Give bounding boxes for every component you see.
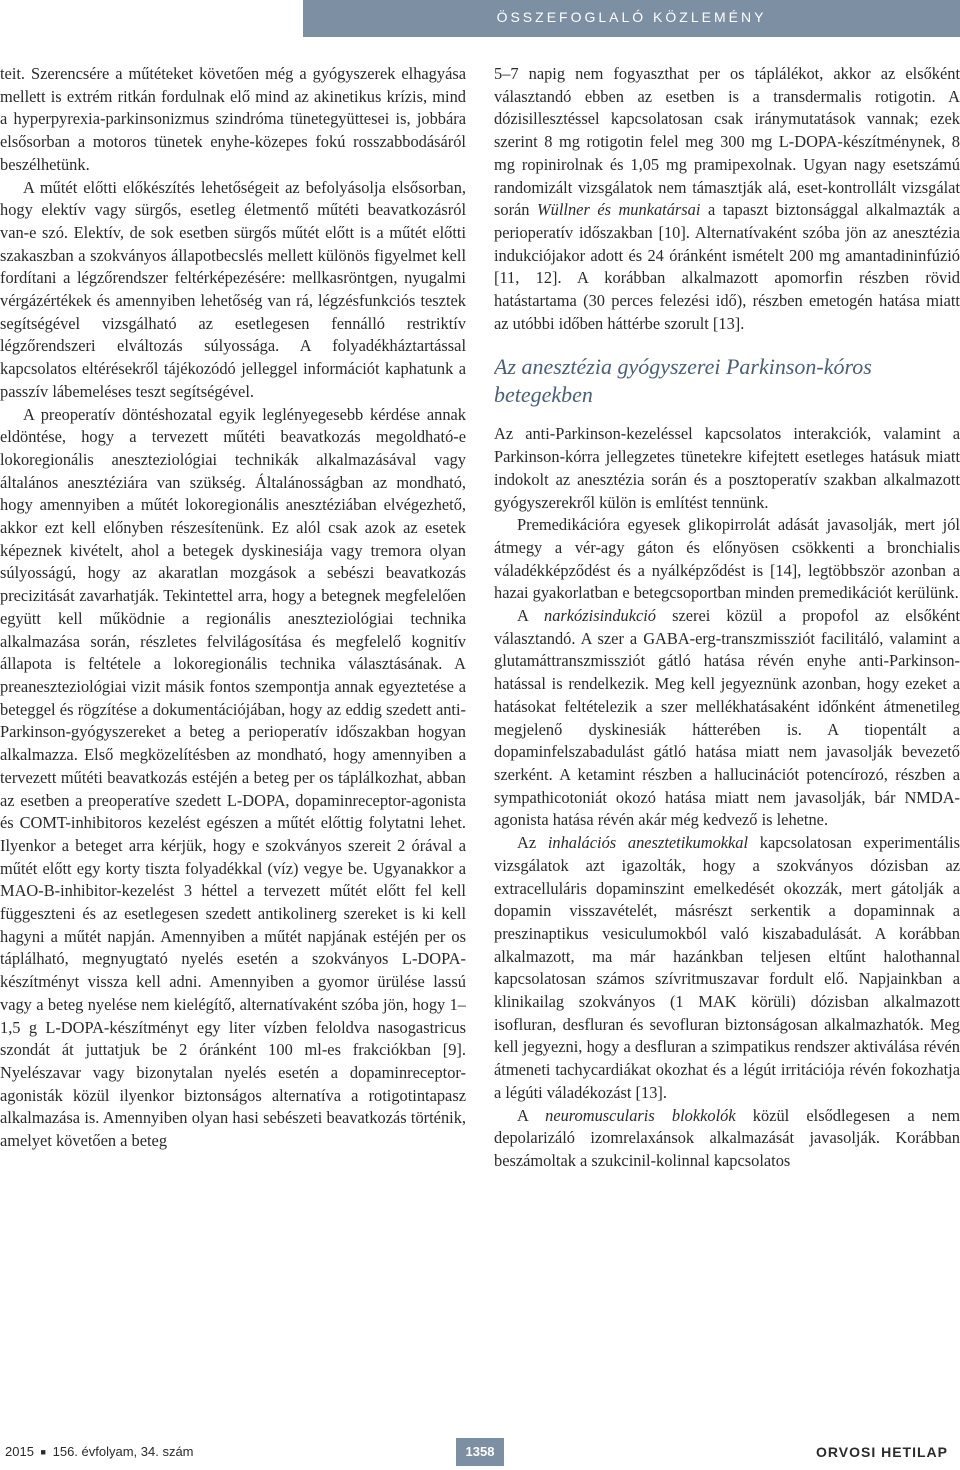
italic-term: narkózisindukció bbox=[544, 606, 657, 626]
text-run: kapcsolatosan experimentális vizsgálatok azt igazolták, hogy a szokványos dózisban az extracelluláris dopaminszint emelkedését okozzák, mert gátolják a dopamin visszavételét, másrészt serkentik a dopaminnak a preszinaptikus vesiculumokból való kiszabadulását. A korábban alkalmazott, ma már hazánkban teljesen eltűnt halothannal kapcsolatosan számos szívritmuszavar fordult elő. Napjainkban a klinikailag szokványos (1 MAK körüli) dózisban alkalmazott isofluran, desfluran és sevofluran biztonságosan alkalmazhatók. Meg kell jegyezni, hogy a desfluran a szimpatikus rendszer aktiválása révén átmeneti tachycardiákat okozhat és a légút irritációja révén fokozhatja a légúti váladékozást [13]. bbox=[494, 833, 960, 1102]
square-separator-icon: ■ bbox=[40, 1447, 46, 1457]
section-heading: Az anesztézia gyógyszerei Parkinson-kóros betegekben bbox=[494, 354, 872, 408]
section-label: ÖSSZEFOGLALÓ KÖZLEMÉNY bbox=[496, 9, 767, 25]
paragraph bbox=[494, 605, 960, 832]
paragraph: A műtét előtti előkészítés lehetőségeit az befolyásolja elsősorban, hogy elektív vagy sürgős, esetleg életmentő műtéti beavatkozásról van-e szó. Elektív, de sok esetben sürgős műtét előtt is a műtét előtti szakaszban a szokványos állapotbecslés mellett különös figyelmet kell fordítani a légzőrendszer feltérképezésére: mellkasröntgen, nyugalmi vérgázértékek és amennyiben lehetőség van rá, légzésfunkciós tesztek segítségével vizsgálható az esetlegesen fennálló restriktív légzőrendszeri elváltozás súlyossága. A folyadékháztartással kapcsolatos eltérésekről tájékozódó jelleggel információt kaphatunk a passzív lábemeléses teszt segítségével. bbox=[0, 177, 466, 401]
paragraph bbox=[494, 1105, 960, 1173]
text-run: 5–7 napig nem fogyaszthat per os táplálékot, akkor az elsőként választandó ebben az esetben is a transdermalis rotigotin. A dózisillesztéssel kapcsolatosan csak iránymutatások vannak; ezek szerint 8 mg rotigotin felel meg 300 mg L-DOPA-készítménynek, 8 mg ropinirolnak és 1,05 mg pramipexolnak. Ugyan nagy esetszámú randomizált vizsgálatok nem támasztják alá, eset-kontrollált vizsgálat során bbox=[494, 64, 960, 220]
italic-author-names: Wüllner és munkatársai bbox=[537, 200, 701, 220]
right-column bbox=[494, 63, 960, 1384]
footer-volume-issue: 156. évfolyam, 34. szám bbox=[52, 1444, 194, 1459]
text-run: közül elsődlegesen a nem depolarizáló izomrelaxánsok alkalmazását javasolják. Korábban beszámoltak a szukcinil-kolinnal kapcsolatos bbox=[494, 1105, 960, 1170]
text-run: A bbox=[517, 606, 545, 626]
italic-term: neuromuscularis blokkolók bbox=[545, 1105, 736, 1125]
paragraph bbox=[494, 832, 960, 1104]
page-footer bbox=[0, 1430, 960, 1470]
issue-info bbox=[5, 1444, 194, 1459]
footer-year: 2015 bbox=[5, 1444, 34, 1459]
paragraph bbox=[494, 63, 960, 335]
text-run: Az bbox=[517, 833, 548, 853]
paragraph: A preoperatív döntéshozatal egyik leglényegesebb kérdése annak eldöntése, hogy a tervezett műtéti beavatkozás megoldható-e lokoregionális aneszteziológiai technikák alkalmazásával vagy általános anesztéziára van szükség. Általánosságban az mondható, hogy amennyiben a műtét lokoregionális anesztéziában elvégezhető, akkor ezt kell előnyben részesítenünk. Ez alól csak azok az esetek képeznek kivételt, ahol a betegek dyskinesiája vagy tremora olyan súlyosságú, hogy az akaratlan mozgások a sebészi beavatkozás precizitását zavarhatják. Tekintettel arra, hogy a betegnek megfelelően együtt kell működnie a regionális aneszteziológiai technika alkalmazása során, részletes felvilágosítása és megfelelő kognitív állapota is feltétele a lokoregionális technika választásának. A preaneszteziológiai vizit másik fontos szempontja annak egyeztetése a beteggel és rögzítése a dokumentációjában, hogy az eddig szedett anti-Parkinson-gyógyszereket a beteg a perioperatív időszakban hogyan alkalmazza. Első megközelítésben az mondható, hogy amennyiben a tervezett műtéti beavatkozás estéjén a beteg per os táplálkozhat, abban az esetben a preoperatíve szedett L-DOPA, dopaminreceptor-agonista és COMT-inhibitoros kezelést egészen a műtét előttig folytatni lehet. Ilyenkor a beteget arra kérjük, hogy e szokványos szereit 2 órával a műtét előtt egy korty tiszta folyadékkal (víz) vegye be. Ugyanakkor a MAO-B-inhibitor-kezelést 3 héttel a tervezett műtét előtt fel kell függeszteni és az esetlegesen szedett antikolinerg szereket is ki kell hagyni a műtét napján. Amennyiben a műtét napjának estéjén per os táplálható, megnyugtató nyelés esetén a szokványos L-DOPA-készítményt vissza kell adni. Amennyiben a gyomor ürülése lassú vagy a beteg nyelése nem kielégítő, alternatívaként szóba jön, hogy 1–1,5 g L-DOPA-készítményt egy liter vízben feloldva nasogastricus szondát át juttatjuk be 2 óránként 100 ml-es frakciókban [9]. Nyelészavar vagy bizonytalan nyelés esetén a dopaminreceptor-agonisták közül ilyenkor biztonságos alternatíva a rotigotintapasz alkalmazása is. Amennyiben olyan hasi sebészeti beavatkozás történik, amelyet követően a beteg bbox=[0, 404, 466, 1151]
left-column bbox=[0, 63, 466, 1384]
journal-name: ORVOSI HETILAP bbox=[816, 1444, 948, 1460]
text-run: szerei közül a propofol az elsőként választandó. A szer a GABA-erg-transzmissziót facilitáló, valamint a glutamáttranszmissziót gátló hatása révén enyhe anti-Parkinson-hatással is rendelkezik. Meg kell jegyeznünk azonban, hogy ezeket a hatásokat feltételezik a szer mellékhatásaként időnként átmenetileg megjelenő dyskinesiák hátterében is. A tiopentált a dopaminfelszabadulást gátló hatása miatt nem javasolják bevezető szerként. A ketamint részben a hallucinációt potencírozó, részben a sympathicotoniát okozó hatása miatt nem javasolják, bár NMDA-agonista hatása révén akár még kedvező is lehetne. bbox=[494, 606, 960, 830]
text-run: A bbox=[517, 1105, 546, 1125]
italic-term: inhalációs anesztetikumokkal bbox=[547, 833, 749, 853]
paragraph: teit. Szerencsére a műtéteket követően még a gyógyszerek elhagyása mellett is extrém ritkán fordulnak elő mind az akinetikus krízis, mind a hyperpyrexia-parkinsonizmus szindróma tünetegyüttesei is, jobbára elsősorban a motoros tünetek enyhe-közepes fokú rosszabbodásáról beszélhetünk. bbox=[0, 64, 466, 174]
paragraph: Premedikációra egyesek glikopirrolát adását javasolják, mert jól átmegy a vér-agy gáton és előnyösen csökkenti a bronchialis váladékképződést és a nyálképződést is [14], legtöbbször azonban a hazai gyakorlatban e betegcsoportban minden premedikációt kerülünk. bbox=[494, 515, 960, 603]
page-number: 1358 bbox=[456, 1438, 504, 1466]
paragraph: Az anti-Parkinson-kezeléssel kapcsolatos interakciók, valamint a Parkinson-kórra jellegzetes tünetekre kifejtett esetleges hatásuk miatt indokolt az anesztézia során és a posztoperatív szakban alkalmazott gyógyszerekről külön is említést tennünk. bbox=[494, 424, 960, 512]
running-header bbox=[303, 0, 960, 37]
text-run: a tapaszt biztonsággal alkalmazták a perioperatív időszakban [10]. Alternatívaként szóba jön az anesztézia indukciójakor adott és 24 óránként ismételt 200 mg amantadininfúzió [11, 12]. A korábban alkalmazott apomorfin részben rövid hatástartama (30 perces felezési idő), részben emetogén hatása miatt az utóbbi időben háttérbe szorult [13]. bbox=[494, 200, 960, 333]
